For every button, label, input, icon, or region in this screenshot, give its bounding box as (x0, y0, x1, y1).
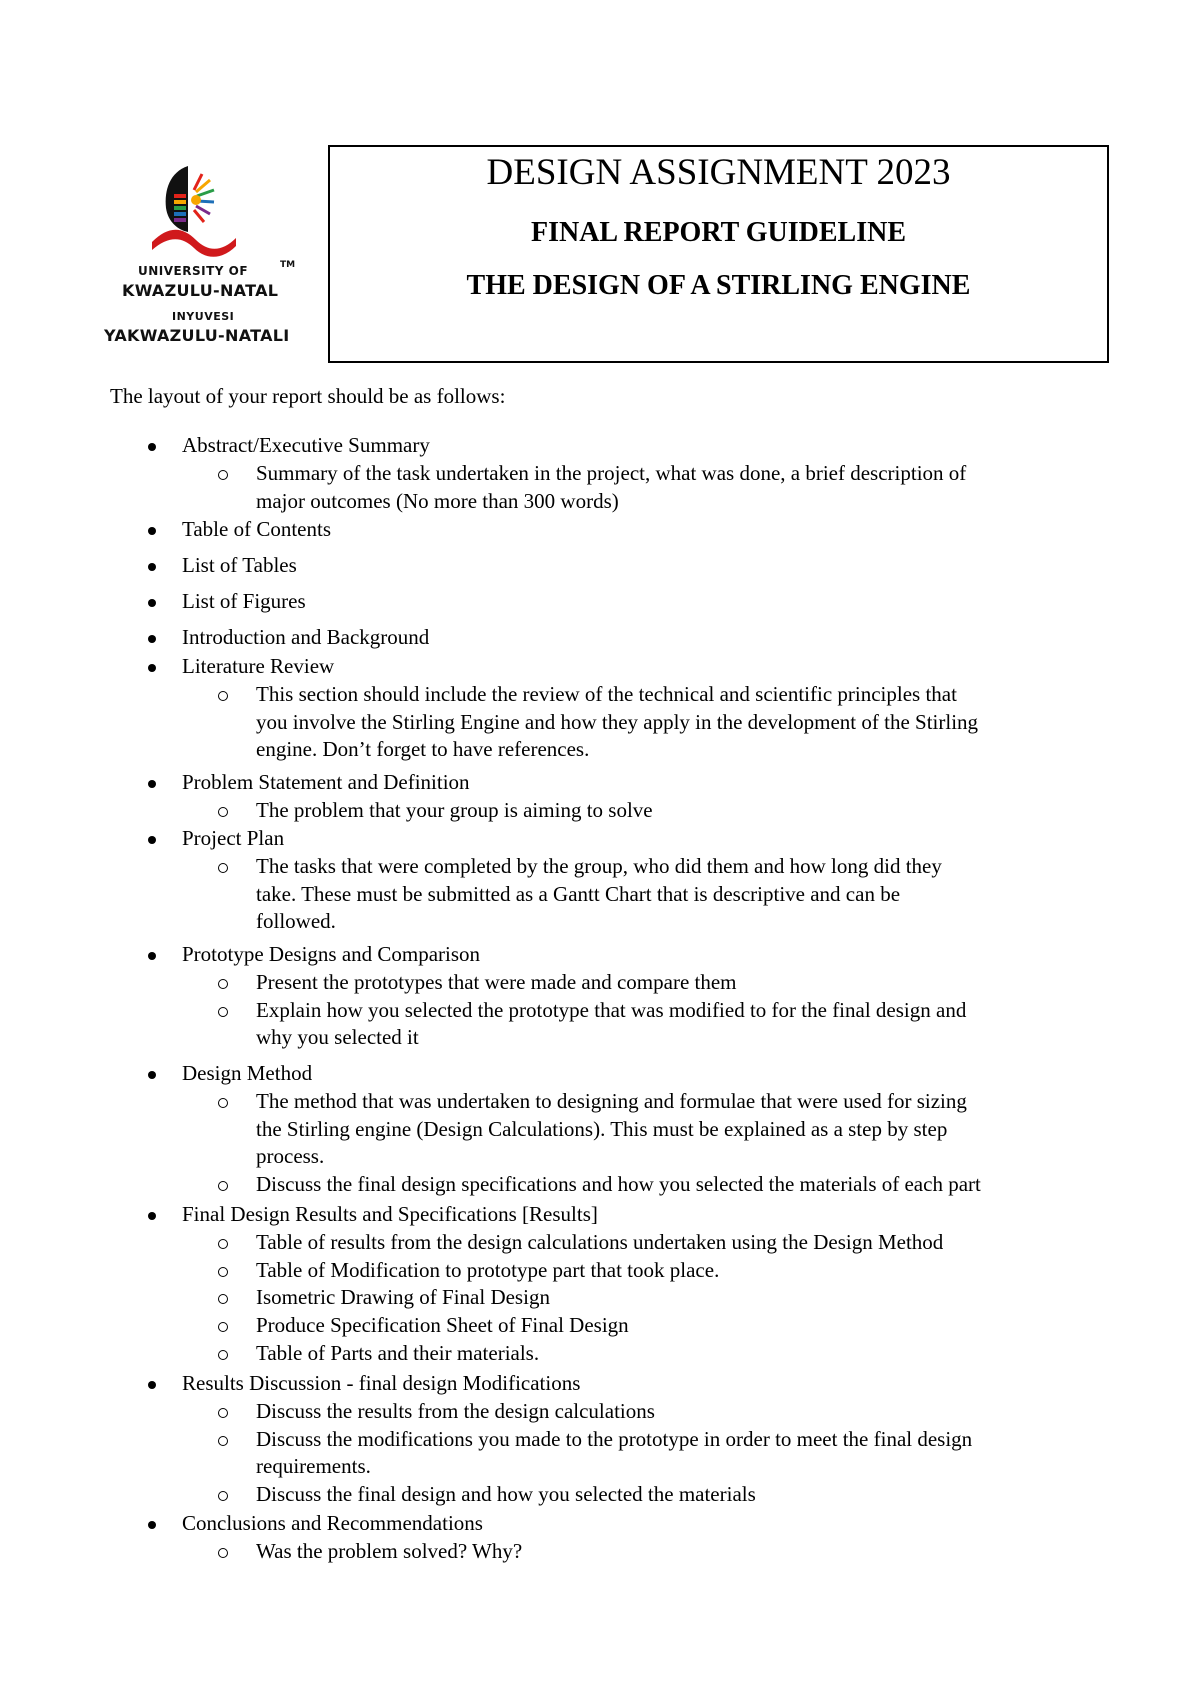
sub-bullet-icon (218, 1239, 228, 1249)
bullet-icon (148, 527, 156, 535)
outline-subitem-line: Was the problem solved? Why? (256, 1538, 523, 1563)
outline-subitem-line: the Stirling engine (Design Calculations). This must be explained as a step by step (256, 1116, 948, 1141)
outline-subitem-line: Discuss the modifications you made to the prototype in order to meet the final design (256, 1426, 973, 1451)
sub-bullet-icon (218, 1322, 228, 1332)
logo-text-yakwazulu-natali: YAKWAZULU-NATALI (104, 326, 290, 345)
outline-item: Final Design Results and Specifications [Results] (182, 1202, 598, 1226)
sub-bullet-icon (218, 1098, 228, 1108)
bullet-icon (148, 563, 156, 571)
sub-bullet-icon (218, 1408, 228, 1418)
logo-text-kwazulu-natal: KWAZULU-NATAL (122, 281, 279, 300)
outline-subitem-line: engine. Don’t forget to have references. (256, 737, 590, 762)
sub-bullet-icon (218, 1350, 228, 1360)
outline-item: Problem Statement and Definition (182, 770, 470, 794)
bullet-icon (148, 780, 156, 788)
bullet-icon (148, 664, 156, 672)
outline-item: Design Method (182, 1061, 313, 1085)
sub-bullet-icon (218, 1181, 228, 1191)
sub-bullet-icon (218, 1548, 228, 1558)
bullet-icon (148, 443, 156, 451)
outline-item: Literature Review (182, 654, 335, 678)
bullet-icon (148, 1381, 156, 1389)
intro-text: The layout of your report should be as follows: (110, 384, 506, 408)
sub-bullet-icon (218, 1267, 228, 1277)
outline-subitem-line: you involve the Stirling Engine and how they apply in the development of the Stirling (256, 709, 979, 734)
document-subtitle: FINAL REPORT GUIDELINE (530, 217, 907, 248)
sub-bullet-icon (218, 979, 228, 989)
outline-subitem-line: Summary of the task undertaken in the project, what was done, a brief description of (256, 460, 967, 485)
sub-bullet-icon (218, 1436, 228, 1446)
sub-bullet-icon (218, 691, 228, 701)
outline-subitem-line: The problem that your group is aiming to solve (256, 797, 653, 822)
outline-subitem-line: process. (256, 1144, 325, 1169)
outline-subitem-line: major outcomes (No more than 300 words) (256, 488, 619, 513)
outline-subitem-line: Present the prototypes that were made and compare them (256, 969, 737, 994)
logo-trademark: TM (280, 260, 296, 270)
document-title: DESIGN ASSIGNMENT 2023 (486, 152, 951, 193)
outline-subitem-line: requirements. (256, 1454, 371, 1479)
bullet-icon (148, 599, 156, 607)
outline-subitem-line: The tasks that were completed by the group, who did them and how long did they (256, 853, 942, 878)
outline-subitem-line: Table of results from the design calculations undertaken using the Design Method (256, 1229, 944, 1254)
outline-item: Conclusions and Recommendations (182, 1511, 483, 1535)
outline-subitem-line: The method that was undertaken to designing and formulae that were used for sizing (256, 1088, 967, 1113)
sub-bullet-icon (218, 1294, 228, 1304)
outline-subitem-line: Discuss the final design and how you selected the materials (256, 1482, 756, 1507)
logo-text-university-of: UNIVERSITY OF (138, 264, 249, 278)
sub-bullet-icon (218, 807, 228, 817)
outline-item: Introduction and Background (182, 625, 430, 649)
outline-subitem-line: Explain how you selected the prototype that was modified to for the final design and (256, 997, 967, 1022)
outline-item: Results Discussion - final design Modifications (182, 1371, 581, 1395)
bullet-icon (148, 836, 156, 844)
outline-item: List of Figures (182, 589, 306, 613)
bullet-icon (148, 1212, 156, 1220)
outline-subitem-line: Isometric Drawing of Final Design (256, 1285, 550, 1310)
outline-subitem-line: followed. (256, 909, 336, 934)
bullet-icon (148, 1521, 156, 1529)
sub-bullet-icon (218, 1491, 228, 1501)
outline-subitem-line: Table of Modification to prototype part that took place. (256, 1257, 720, 1282)
sub-bullet-icon (218, 470, 228, 480)
bullet-icon (148, 952, 156, 960)
bullet-icon (148, 1071, 156, 1079)
outline-subitem-line: Produce Specification Sheet of Final Design (256, 1313, 629, 1338)
outline-subitem-line: Table of Parts and their materials. (256, 1341, 540, 1365)
outline-item: Abstract/Executive Summary (182, 433, 430, 457)
outline-subitem-line: take. These must be submitted as a Gantt Chart that is descriptive and can be (256, 881, 901, 906)
logo-text-inyuvesi: INYUVESI (172, 310, 235, 323)
bullet-icon (148, 635, 156, 643)
outline-item: Table of Contents (182, 517, 331, 541)
outline-subitem-line: Discuss the final design specifications and how you selected the materials of each part (256, 1172, 981, 1197)
sub-bullet-icon (218, 1007, 228, 1017)
outline-item: List of Tables (182, 553, 297, 577)
outline-item: Prototype Designs and Comparison (182, 942, 481, 966)
sub-bullet-icon (218, 863, 228, 873)
outline-subitem-line: This section should include the review of the technical and scientific principles that (256, 681, 957, 706)
document-topic: THE DESIGN OF A STIRLING ENGINE (466, 270, 971, 301)
outline-subitem-line: Discuss the results from the design calculations (256, 1398, 655, 1423)
outline-item: Project Plan (182, 826, 285, 850)
outline-subitem-line: why you selected it (256, 1025, 419, 1050)
